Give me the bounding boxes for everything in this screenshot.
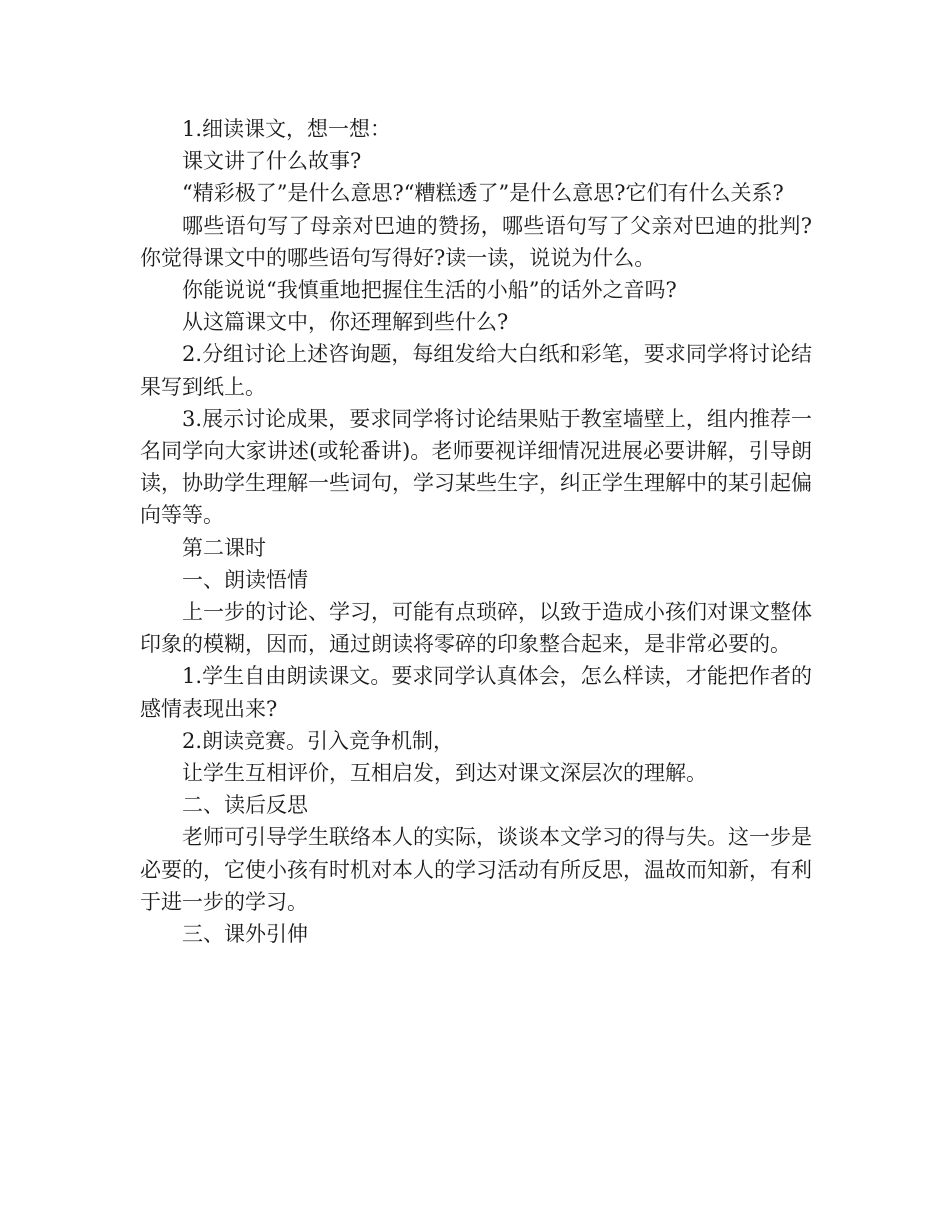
section-heading: 二、读后反思: [182, 793, 308, 818]
paragraph: 课文讲了什么故事?: [182, 149, 362, 174]
section-heading: 第二课时: [182, 535, 266, 560]
section-heading: 三、课外引伸: [182, 922, 308, 947]
paragraph: 2.分组讨论上述咨询题，每组发给大白纸和彩笔，要求同学将讨论结果写到纸上。: [140, 342, 812, 399]
paragraph: 老师可引导学生联络本人的实际，谈谈本文学习的得与失。这一步是必要的，它使小孩有时机对本人的学习活动有所反思，温故而知新，有利于进一步的学习。: [140, 825, 812, 914]
paragraph: 哪些语句写了母亲对巴迪的赞扬，哪些语句写了父亲对巴迪的批判?你觉得课文中的哪些语句写得好?读一读，说说为什么。: [140, 213, 812, 270]
paragraph: 让学生互相评价，互相启发，到达对课文深层次的理解。: [182, 761, 707, 786]
paragraph: 从这篇课文中，你还理解到些什么?: [182, 310, 509, 335]
document-body: [140, 113, 812, 950]
section-heading: 一、朗读悟情: [182, 567, 308, 592]
paragraph: 3.展示讨论成果，要求同学将讨论结果贴于教室墙壁上，组内推荐一名同学向大家讲述(或轮番讲)。老师要视详细情况进展必要讲解，引导朗读，协助学生理解一些词句，学习某些生字，纠正学生理解中的某引起偏向等等。: [140, 406, 812, 528]
paragraph: 上一步的讨论、学习，可能有点琐碎，以致于造成小孩们对课文整体印象的模糊，因而，通过朗读将零碎的印象整合起来，是非常必要的。: [140, 600, 812, 657]
paragraph: 你能说说“我慎重地把握住生活的小船”的话外之音吗?: [182, 278, 677, 303]
paragraph: 2.朗读竞赛。引入竞争机制，: [182, 728, 455, 753]
paragraph: 1.细读课文，想一想：: [182, 117, 392, 141]
paragraph: 1.学生自由朗读课文。要求同学认真体会，怎么样读，才能把作者的感情表现出来?: [140, 664, 812, 721]
paragraph: “精彩极了”是什么意思?“糟糕透了”是什么意思?它们有什么关系?: [182, 181, 784, 206]
